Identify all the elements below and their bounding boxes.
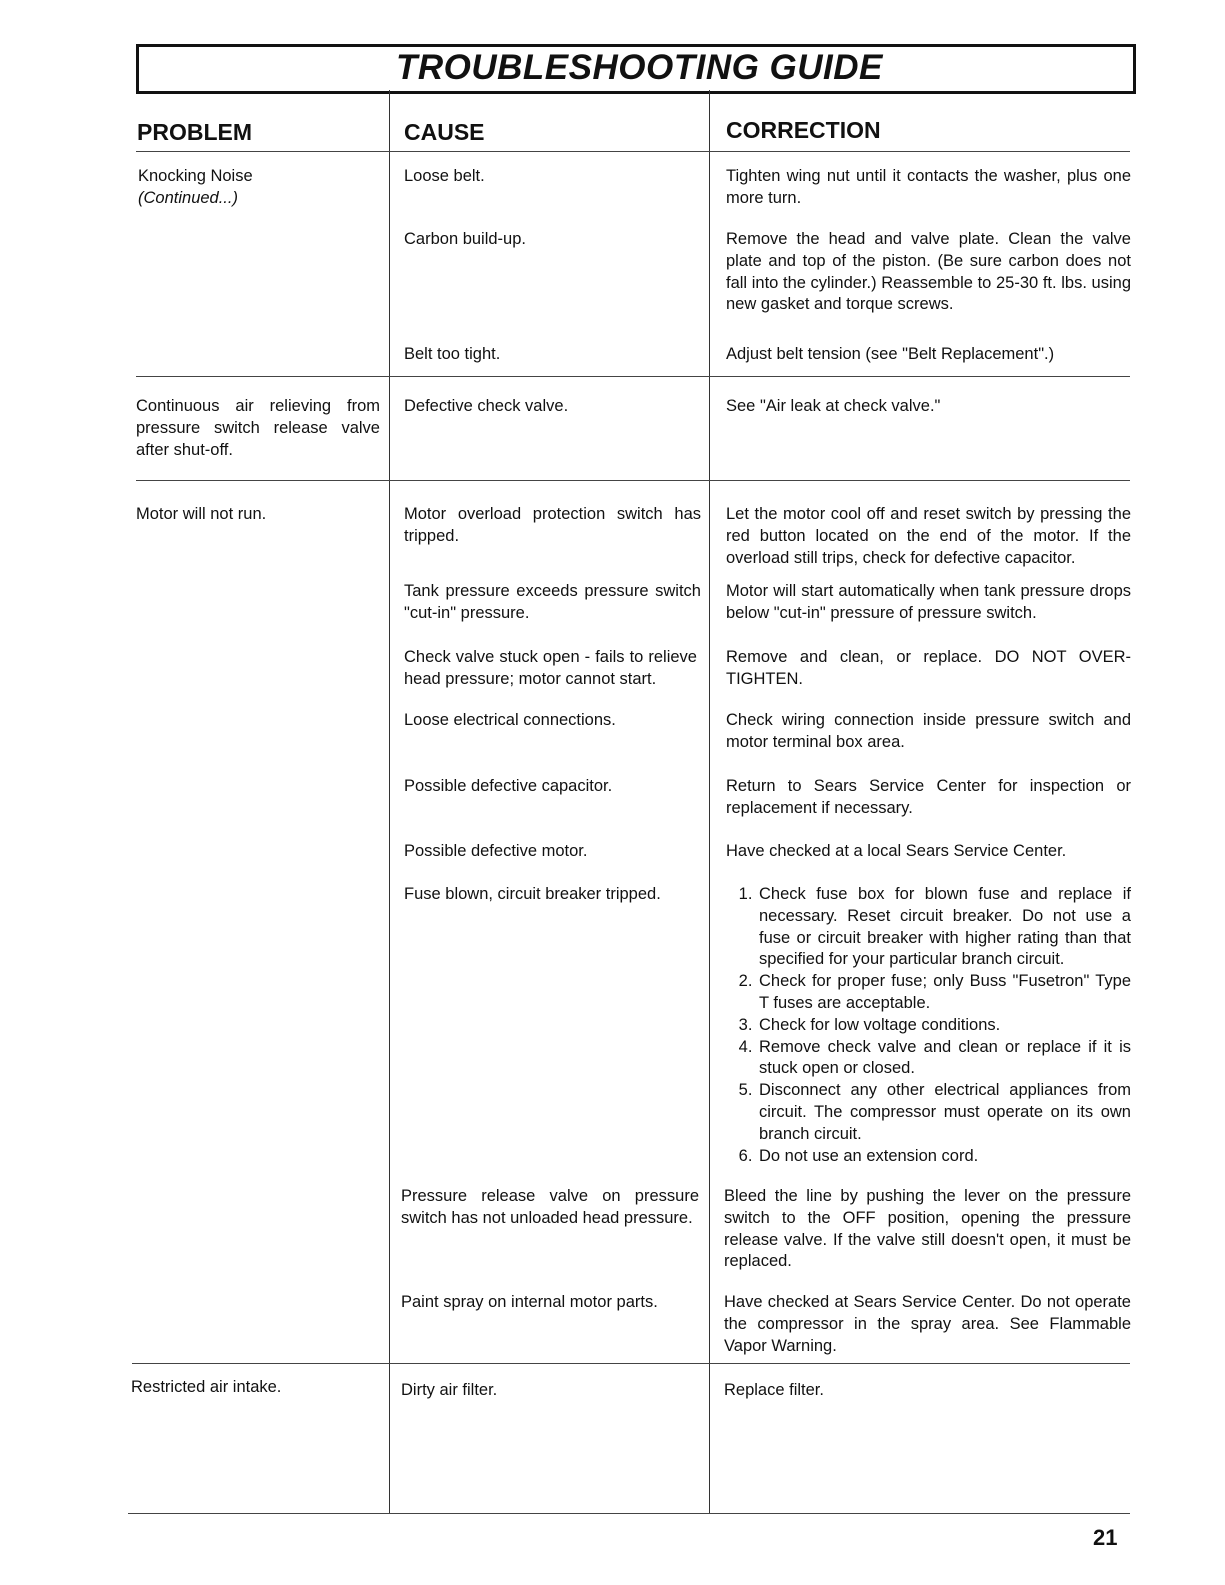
page-number: 21 [1093,1525,1118,1550]
list-item: 4. Remove check valve and clean or replace if it is stuck open or closed. [757,1037,1131,1081]
cause-fuse-blown: Fuse blown, circuit breaker tripped. [404,885,661,903]
cause-carbon-build-up: Carbon build-up. [404,230,526,248]
header-problem: PROBLEM [137,119,252,145]
section-divider [132,1363,1130,1364]
cause-defective-motor: Possible defective motor. [404,842,588,860]
correction-defective-capacitor: Return to Sears Service Center for inspection or replacement if necessary. [726,777,1131,817]
header-cause: CAUSE [404,119,485,145]
cause-defective-capacitor: Possible defective capacitor. [404,777,613,795]
list-item: 6. Do not use an extension cord. [757,1146,1131,1168]
list-item: 3. Check for low voltage conditions. [757,1015,1131,1037]
problem-restricted-air-intake: Restricted air intake. [131,1378,282,1396]
cause-dirty-air-filter: Dirty air filter. [401,1381,498,1399]
problem-knocking-noise [138,166,378,210]
cause-defective-check-valve: Defective check valve. [404,397,569,415]
correction-defective-check-valve: See "Air leak at check valve." [726,397,941,415]
column-divider-2 [709,90,710,1514]
correction-replace-filter: Replace filter. [724,1381,824,1399]
list-item: 1. Check fuse box for blown fuse and replace if necessary. Reset circuit breaker. Do not use a fuse or circuit breaker with higher rating than that specified for your particular branch circuit. [757,884,1131,971]
correction-motor-overload: Let the motor cool off and reset switch by pressing the red button located on the end of the motor. If the overload still trips, check for defective capacitor. [726,505,1131,567]
cause-loose-belt: Loose belt. [404,167,485,185]
page-title: TROUBLESHOOTING GUIDE [396,48,883,87]
fuse-steps-list [726,884,1131,1167]
problem-motor-will-not-run: Motor will not run. [136,505,267,523]
correction-paint-spray: Have checked at Sears Service Center. Do not operate the compressor in the spray area. See Flammable Vapor Warning. [724,1293,1131,1355]
section-divider [136,376,1130,377]
list-item: 5. Disconnect any other electrical appliances from circuit. The compressor must operate on its own branch circuit. [757,1080,1131,1145]
correction-fuse-blown-steps [726,884,1131,1167]
problem-continuous-air: Continuous air relieving from pressure switch release valve after shut-off. [136,397,380,459]
correction-carbon-build-up: Remove the head and valve plate. Clean the valve plate and top of the piston. (Be sure carbon does not fall into the cylinder.) Reassemble to 25-30 ft. lbs. using new gasket and torque screws. [726,230,1131,314]
section-divider [136,480,1130,481]
cause-motor-overload: Motor overload protection switch has tripped. [404,505,701,545]
correction-loose-electrical: Check wiring connection inside pressure switch and motor terminal box area. [726,711,1131,751]
cause-pressure-release-valve: Pressure release valve on pressure switch has not unloaded head pressure. [401,1187,699,1227]
cause-tank-pressure: Tank pressure exceeds pressure switch "cut-in" pressure. [404,582,701,622]
header-underline [136,151,1130,152]
header-correction: CORRECTION [726,117,881,143]
correction-loose-belt: Tighten wing nut until it contacts the washer, plus one more turn. [726,167,1131,207]
column-divider-1 [389,90,390,1514]
cause-belt-too-tight: Belt too tight. [404,345,501,363]
correction-check-valve-stuck: Remove and clean, or replace. DO NOT OVER-TIGHTEN. [726,648,1131,688]
table-bottom-rule [128,1513,1130,1514]
correction-pressure-release-valve: Bleed the line by pushing the lever on the pressure switch to the OFF position, opening the pressure release valve. If the valve still doesn't open, it must be replaced. [724,1187,1131,1271]
correction-defective-motor: Have checked at a local Sears Service Center. [726,842,1067,860]
cause-loose-electrical: Loose electrical connections. [404,711,616,729]
correction-belt-too-tight: Adjust belt tension (see "Belt Replacement".) [726,345,1055,363]
cause-paint-spray: Paint spray on internal motor parts. [401,1293,658,1311]
problem-label: Knocking Noise [138,167,253,185]
correction-tank-pressure: Motor will start automatically when tank pressure drops below "cut-in" pressure of pressure switch. [726,582,1131,622]
continued-note: (Continued...) [138,188,238,207]
list-item: 2. Check for proper fuse; only Buss "Fusetron" Type T fuses are acceptable. [757,971,1131,1015]
cause-check-valve-stuck: Check valve stuck open - fails to relieve head pressure; motor cannot start. [404,648,697,688]
